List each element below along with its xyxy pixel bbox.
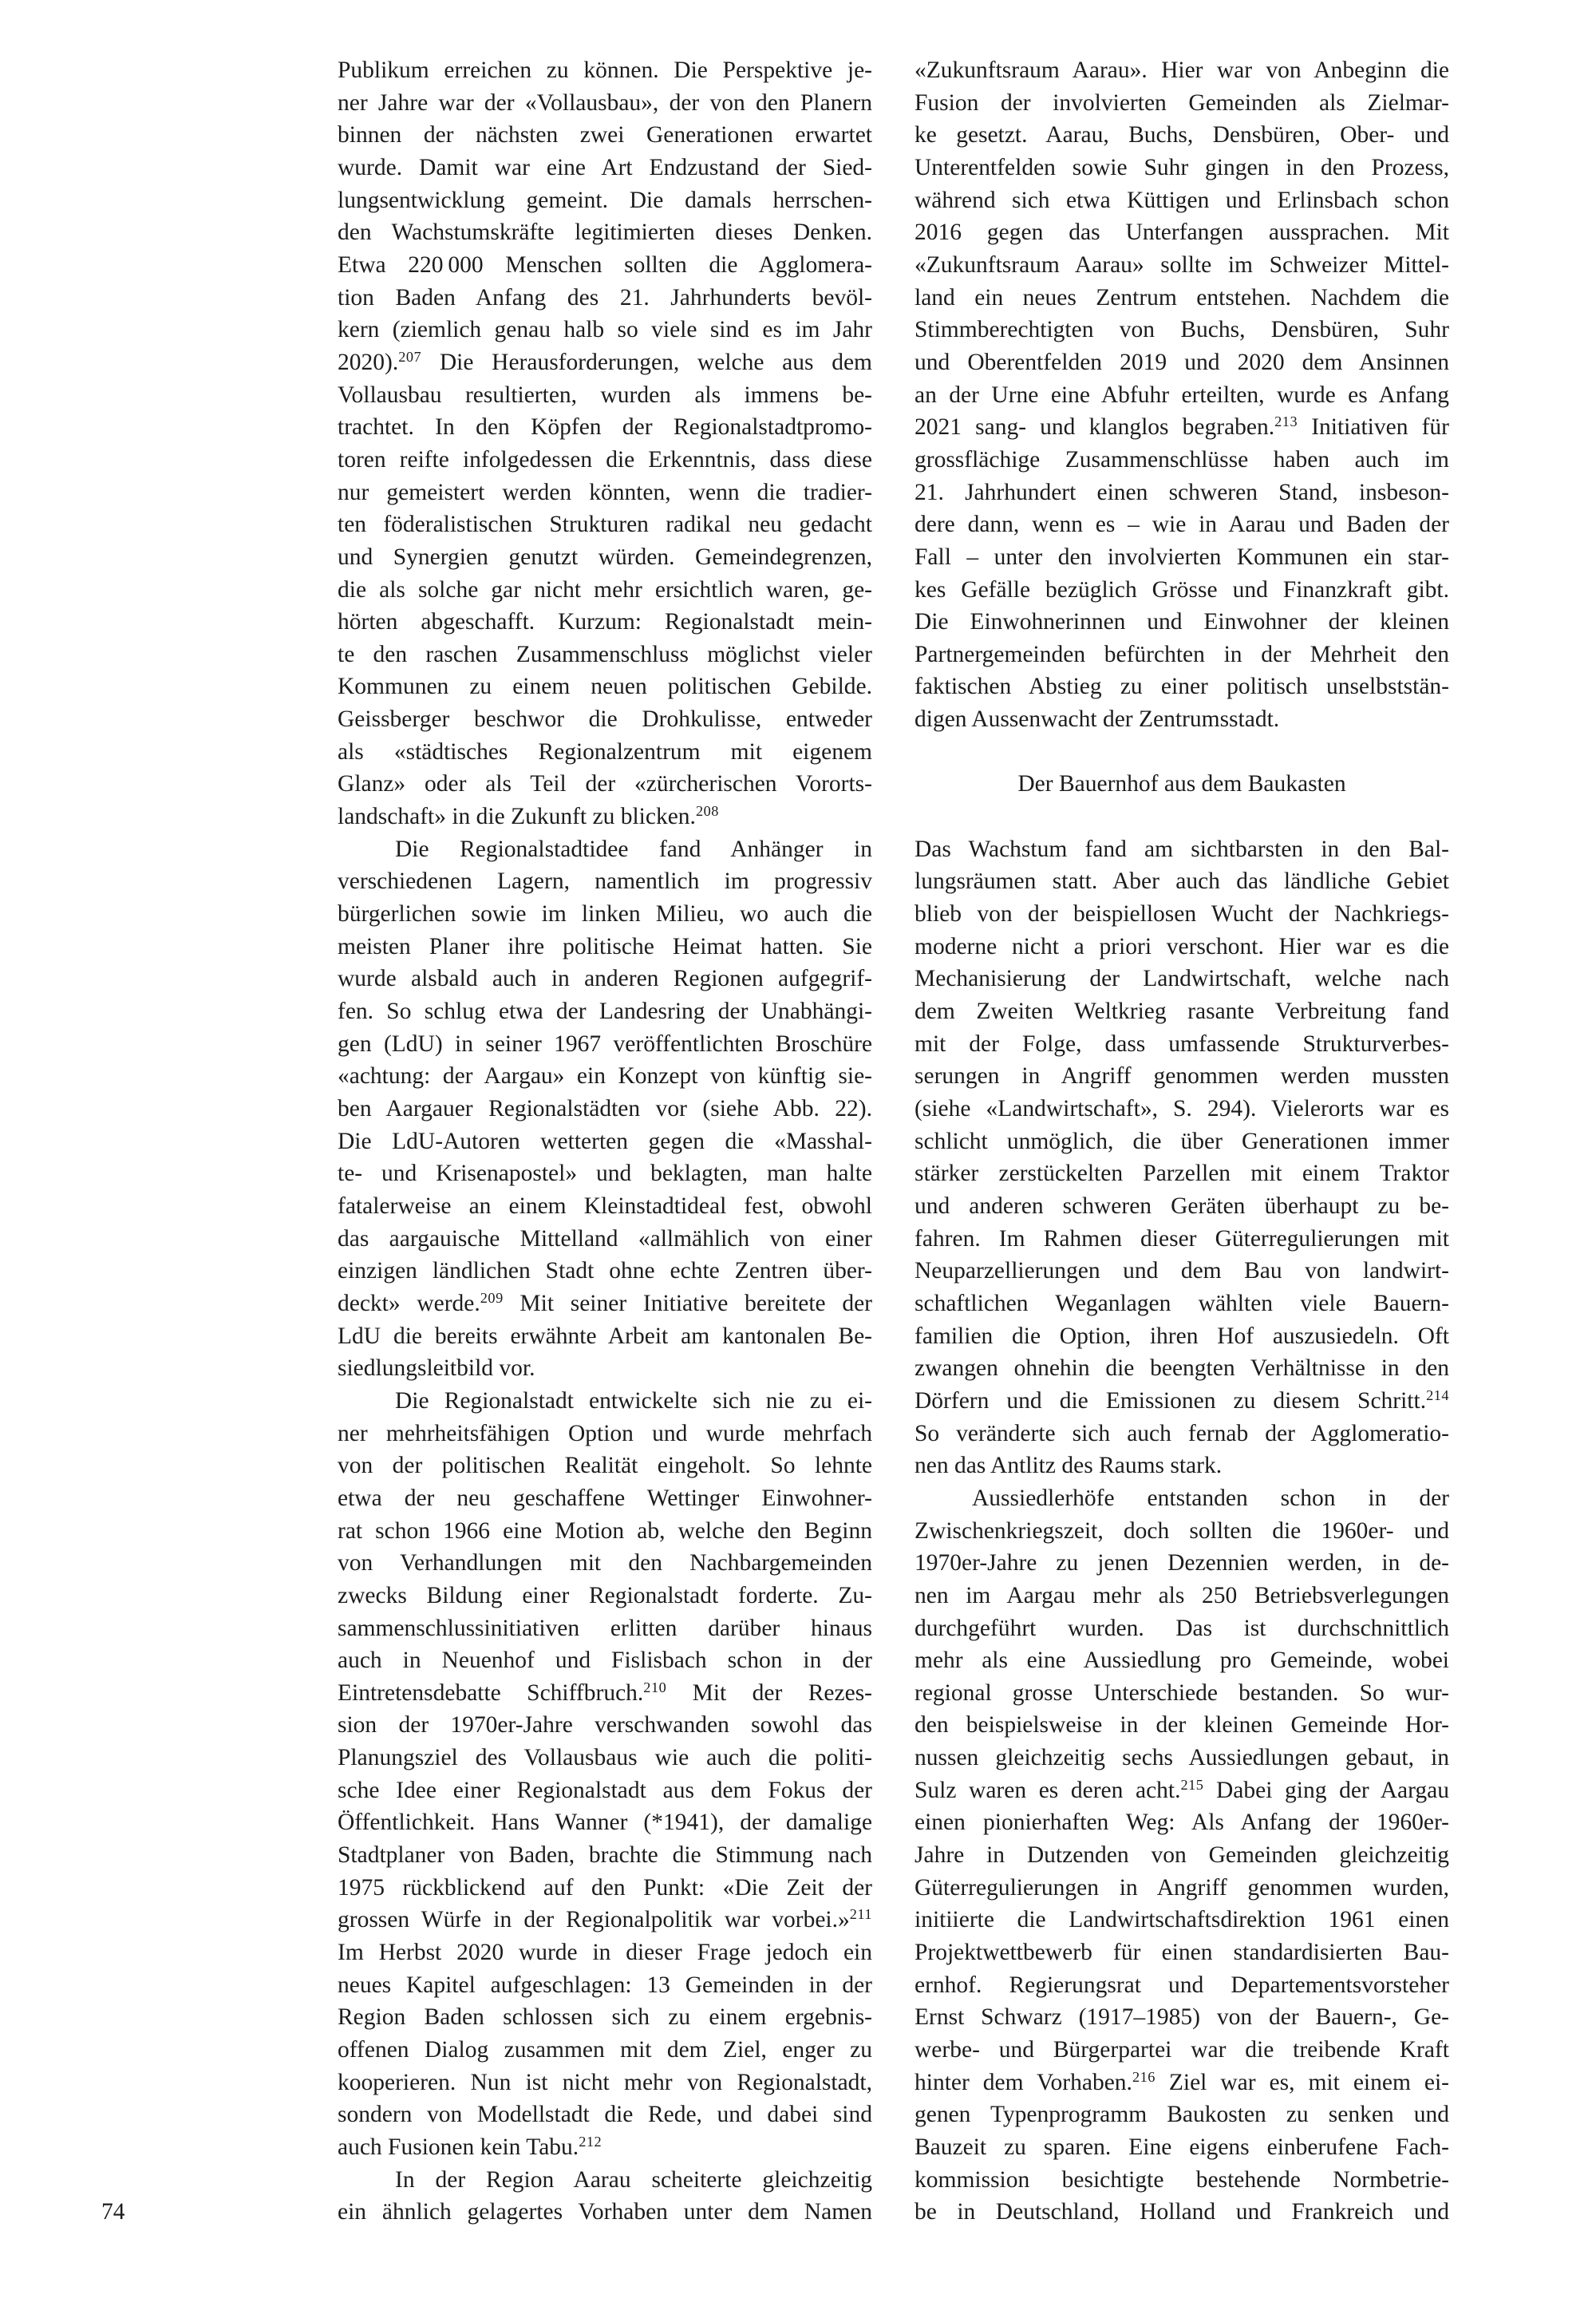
text-line: Fusion der involvierten Gemeinden als Zielmar- xyxy=(915,89,1449,116)
text-line: blieb von der beispiellosen Wucht der Nachkriegs- xyxy=(915,901,1449,928)
footnote-reference: 209 xyxy=(480,1289,504,1306)
text-line: nen das Antlitz des Raums stark. xyxy=(915,1453,1223,1479)
text-line: wurde. Damit war eine Art Endzustand der Sied- xyxy=(338,154,872,180)
text-line: 1975 rückblickend auf den Punkt: «Die Zeit der xyxy=(338,1874,872,1901)
text-line: ben Aargauer Regionalstädten vor (siehe Abb. 22). xyxy=(338,1096,872,1121)
text-line: Die Regionalstadt entwickelte sich nie zu ei- xyxy=(395,1387,872,1414)
text-line: initiierte die Landwirtschaftsdirektion 1961 einen xyxy=(915,1907,1449,1933)
text-line: gen (LdU) in seiner 1967 veröffentlichten Broschüre xyxy=(338,1030,872,1057)
text-line: Zwischenkriegszeit, doch sollten die 1960er- und xyxy=(915,1517,1449,1544)
text-line: Planungsziel des Vollausbaus wie auch die politi- xyxy=(338,1745,872,1771)
text-line: Stadtplaner von Baden, brachte die Stimmung nach xyxy=(338,1842,872,1869)
text-line: kern (ziemlich genau halb so viele sind es im Jahr xyxy=(338,317,872,343)
footnote-reference: 213 xyxy=(1274,413,1298,430)
text-line: ein ähnlich gelagertes Vorhaben unter dem Namen xyxy=(338,2199,872,2225)
text-line: serungen in Angriff genommen werden mussten xyxy=(915,1063,1449,1090)
text-line: hinter dem Vorhaben.$^{216}$ Ziel war es, mit einem ei- xyxy=(915,2068,1449,2095)
text-line: von der politischen Realität eingeholt. So lehnte xyxy=(338,1453,872,1479)
text-line: einzigen ländlichen Stadt ohne echte Zentren über- xyxy=(338,1258,872,1284)
text-line: Aussiedlerhöfe entstanden schon in der xyxy=(972,1485,1449,1511)
text-line: genen Typenprogramm Baukosten zu senken und xyxy=(915,2102,1449,2128)
text-line: bürgerlichen sowie im linken Milieu, wo auch die xyxy=(338,901,872,928)
text-line: kes Gefälle bezüglich Grösse und Finanzkraft gibt. xyxy=(915,576,1449,603)
text-line: zwangen ohnehin die beengten Verhältnisse in den xyxy=(915,1355,1449,1382)
text-line: nen im Aargau mehr als 250 Betriebsverlegungen xyxy=(915,1582,1449,1608)
text-line: trachtet. In den Köpfen der Regionalstadtpromo- xyxy=(338,414,872,441)
text-line: Etwa 220 000 Menschen sollten die Agglomera- xyxy=(338,251,872,278)
text-line: binnen der nächsten zwei Generationen erwartet xyxy=(338,122,872,148)
text-line: etwa der neu geschaffene Wettinger Einwohner- xyxy=(338,1485,872,1511)
text-line: Vollausbau resultierten, wurden als immens be- xyxy=(338,382,872,408)
text-line: land ein neues Zentrum entstehen. Nachdem die xyxy=(915,284,1449,311)
blank-line xyxy=(915,801,1449,833)
text-line: ernhof. Regierungsrat und Departementsvorsteher xyxy=(915,1972,1449,1998)
text-line: Partnergemeinden befürchten in der Mehrheit den xyxy=(915,641,1449,667)
text-line: das aargauische Mittelland «allmählich von einer xyxy=(338,1225,872,1252)
footnote-reference: 212 xyxy=(579,2133,602,2150)
footnote-reference: 208 xyxy=(695,803,719,820)
text-line: fen. So schlug etwa der Landesring der Unabhängi- xyxy=(338,999,872,1025)
text-line: kommission besichtigte bestehende Normbetrie- xyxy=(915,2166,1449,2193)
text-line: und anderen schweren Geräten überhaupt zu be- xyxy=(915,1193,1449,1219)
text-line: ner Jahre war der «Vollausbau», der von den Planern xyxy=(338,89,872,116)
text-line: einen pionierhaften Weg: Als Anfang der 1960er- xyxy=(915,1810,1449,1836)
text-line: landschaft» in die Zukunft zu blicken.$^{208}$ xyxy=(338,803,719,830)
text-line: fahren. Im Rahmen dieser Güterregulierungen mit xyxy=(915,1225,1449,1252)
text-line: nur gemeistert werden könnten, wenn die tradier- xyxy=(338,479,872,505)
text-line: als «städtisches Regionalzentrum mit eigenem xyxy=(338,738,872,765)
text-line: und Oberentfelden 2019 und 2020 dem Ansinnen xyxy=(915,349,1449,375)
footnote-reference: 214 xyxy=(1426,1386,1449,1403)
text-line: auch Fusionen kein Tabu.$^{212}$ xyxy=(338,2133,602,2160)
text-line: neues Kapitel aufgeschlagen: 13 Gemeinden in der xyxy=(338,1972,872,1998)
text-line: te- und Krisenapostel» und beklagten, man halte xyxy=(338,1161,872,1187)
text-line: ten föderalistischen Strukturen radikal neu gedacht xyxy=(338,512,872,538)
text-line: faktischen Abstieg zu einer politisch unselbststän- xyxy=(915,674,1449,700)
text-line: Mechanisierung der Landwirtschaft, welche nach xyxy=(915,966,1449,992)
text-line: Die LdU-Autoren wetterten gegen die «Masshal- xyxy=(338,1128,872,1154)
text-line: 2021 sang- und klanglos begraben.$^{213}$ Initiativen für xyxy=(915,413,1449,441)
text-line: sche Idee einer Regionalstadt aus dem Fokus der xyxy=(338,1777,872,1803)
text-line: Publikum erreichen zu können. Die Perspektive je- xyxy=(338,57,872,83)
text-line: fatalerweise an einem Kleinstadtideal fest, obwohl xyxy=(338,1193,872,1219)
text-line: Dörfern und die Emissionen zu diesem Schritt.$^{214}$ xyxy=(915,1386,1449,1414)
text-line: be in Deutschland, Holland und Frankreich und xyxy=(915,2199,1449,2225)
text-line: Öffentlichkeit. Hans Wanner (*1941), der damalige xyxy=(338,1810,872,1836)
section-heading: Der Bauernhof aus dem Baukasten xyxy=(1017,771,1346,797)
text-line: (siehe «Landwirtschaft», S. 294). Vielerorts war es xyxy=(915,1096,1449,1121)
footnote-reference: 216 xyxy=(1132,2068,1156,2085)
text-line: Güterregulierungen in Angriff genommen wurden, xyxy=(915,1874,1449,1901)
text-line: tion Baden Anfang des 21. Jahrhunderts bevöl- xyxy=(338,284,872,311)
text-line: mehr als eine Aussiedlung pro Gemeinde, wobei xyxy=(915,1648,1449,1674)
text-line: Sulz waren es deren acht.$^{215}$ Dabei ging der Aargau xyxy=(915,1776,1449,1803)
text-line: So veränderte sich auch fernab der Agglomeratio- xyxy=(915,1420,1449,1446)
text-line: 2020).$^{207}$ Die Herausforderungen, welche aus dem xyxy=(338,348,872,375)
text-line: familien die Option, ihren Hof auszusiedeln. Oft xyxy=(915,1323,1449,1349)
text-line: Die Regionalstadtidee fand Anhänger in xyxy=(395,836,872,862)
text-line: rat schon 1966 eine Motion ab, welche den Beginn xyxy=(338,1517,872,1544)
text-line: dem Zweiten Weltkrieg rasante Verbreitung fand xyxy=(915,999,1449,1025)
page-number: 74 xyxy=(101,2199,125,2225)
text-line: regional grosse Unterschiede bestanden. So wur- xyxy=(915,1679,1449,1706)
text-line: Im Herbst 2020 wurde in dieser Frage jedoch ein xyxy=(338,1940,872,1966)
text-line: LdU die bereits erwähnte Arbeit am kantonalen Be- xyxy=(338,1323,872,1349)
text-line: grossen Würfe in der Regionalpolitik war vorbei.»$^{211}$ xyxy=(338,1906,872,1933)
text-line: sondern von Modellstadt die Rede, und dabei sind xyxy=(338,2102,872,2128)
text-line: deckt» werde.$^{209}$ Mit seiner Initiative bereitete der xyxy=(338,1289,872,1316)
text-line: von Verhandlungen mit den Nachbargemeinden xyxy=(338,1550,872,1576)
footnote-reference: 210 xyxy=(643,1679,667,1695)
text-line: 2016 gegen das Unterfangen aussprachen. Mit xyxy=(915,220,1449,246)
text-line: moderne nicht a priori verschont. Hier war es die xyxy=(915,933,1449,959)
text-line: «Zukunftsraum Aarau». Hier war von Anbeginn die xyxy=(915,57,1449,83)
text-line: schaftlichen Weganlagen wählten viele Bauern- xyxy=(915,1290,1449,1316)
text-line: Stimmberechtigten von Buchs, Densbüren, Suhr xyxy=(915,317,1449,343)
footnote-reference: 215 xyxy=(1180,1776,1204,1793)
text-line: Kommunen zu einem neuen politischen Gebilde. xyxy=(338,674,872,700)
text-line: «achtung: der Aargau» ein Konzept von künftig sie- xyxy=(338,1063,872,1090)
text-line: kooperieren. Nun ist nicht mehr von Regionalstadt, xyxy=(338,2069,872,2095)
text-line: te den raschen Zusammenschluss möglichst vieler xyxy=(338,641,872,667)
text-line: meisten Planer ihre politische Heimat hatten. Sie xyxy=(338,933,872,959)
text-column-left xyxy=(338,54,872,2229)
text-line: In der Region Aarau scheiterte gleichzeitig xyxy=(395,2166,872,2193)
text-line: grossflächige Zusammenschlüsse haben auch im xyxy=(915,446,1449,473)
text-line: Ernst Schwarz (1917–1985) von der Bauern-, Ge- xyxy=(915,2004,1449,2031)
text-line: hörten abgeschafft. Kurzum: Regionalstadt mein- xyxy=(338,609,872,635)
text-line: Projektwettbewerb für einen standardisierten Bau- xyxy=(915,1940,1449,1966)
text-line: den beispielsweise in der kleinen Gemeinde Hor- xyxy=(915,1712,1449,1739)
text-line: und Synergien genutzt würden. Gemeindegrenzen, xyxy=(338,544,872,570)
text-line: zwecks Bildung einer Regionalstadt forderte. Zu- xyxy=(338,1582,872,1608)
text-line: ner mehrheitsfähigen Option und wurde mehrfach xyxy=(338,1420,872,1446)
text-line: Bauzeit zu sparen. Eine eigens einberufene Fach- xyxy=(915,2134,1449,2160)
text-line: digen Aussenwacht der Zentrumsstadt. xyxy=(915,706,1280,733)
text-line: siedlungsleitbild vor. xyxy=(338,1355,535,1382)
text-line: lungsräumen statt. Aber auch das ländliche Gebiet xyxy=(915,868,1449,895)
text-line: toren reifte infolgedessen die Erkenntnis, dass diese xyxy=(338,446,872,473)
text-line: verschiedenen Lagern, namentlich im progressiv xyxy=(338,868,872,895)
text-line: auch in Neuenhof und Fislisbach schon in der xyxy=(338,1648,872,1674)
text-line: den Wachstumskräfte legitimierten dieses Denken. xyxy=(338,220,872,246)
text-line: Die Einwohnerinnen und Einwohner der kleinen xyxy=(915,609,1449,635)
text-line: werbe- und Bürgerpartei war die treibende Kraft xyxy=(915,2037,1449,2063)
text-line: Region Baden schlossen sich zu einem ergebnis- xyxy=(338,2004,872,2031)
text-line: Geissberger beschwor die Drohkulisse, entweder xyxy=(338,706,872,733)
text-line: an der Urne eine Abfuhr erteilten, wurde es Anfang xyxy=(915,382,1449,408)
text-line: die als solche gar nicht mehr ersichtlich waren, ge- xyxy=(338,576,872,603)
text-line: lungsentwicklung gemeint. Die damals herrschen- xyxy=(338,187,872,213)
text-line: sion der 1970er-Jahre verschwanden sowohl das xyxy=(338,1712,872,1739)
text-line: stärker zerstückelten Parzellen mit einem Traktor xyxy=(915,1161,1449,1187)
text-line: «Zukunftsraum Aarau» sollte im Schweizer Mittel- xyxy=(915,251,1449,278)
text-column-right xyxy=(915,54,1449,2229)
blank-line xyxy=(915,736,1449,769)
text-line: offenen Dialog zusammen mit dem Ziel, enger zu xyxy=(338,2037,872,2063)
text-line: wurde alsbald auch in anderen Regionen aufgegrif- xyxy=(338,966,872,992)
text-line: Jahre in Dutzenden von Gemeinden gleichzeitig xyxy=(915,1842,1449,1869)
text-line: ke gesetzt. Aarau, Buchs, Densbüren, Ober- und xyxy=(915,122,1449,148)
text-line: sammenschlussinitiativen erlitten darüber hinaus xyxy=(338,1615,872,1641)
footnote-reference: 211 xyxy=(849,1906,872,1923)
text-line: durchgeführt wurden. Das ist durchschnittlich xyxy=(915,1615,1449,1641)
text-line: während sich etwa Küttigen und Erlinsbach schon xyxy=(915,187,1449,213)
text-line: mit der Folge, dass umfassende Strukturverbes- xyxy=(915,1030,1449,1057)
text-line: Unterentfelden sowie Suhr gingen in den Prozess, xyxy=(915,154,1449,180)
text-line: 21. Jahrhundert einen schweren Stand, insbeson- xyxy=(915,479,1449,505)
text-line: Das Wachstum fand am sichtbarsten in den Bal- xyxy=(915,836,1449,862)
text-line: Glanz» oder als Teil der «zürcherischen Vororts- xyxy=(338,771,872,797)
text-line: Fall – unter den involvierten Kommunen ein star- xyxy=(915,544,1449,570)
text-line: Neuparzellierungen und dem Bau von landwirt- xyxy=(915,1258,1449,1284)
text-line: schlicht unmöglich, die über Generationen immer xyxy=(915,1128,1449,1154)
footnote-reference: 207 xyxy=(398,348,422,365)
text-line: Eintretensdebatte Schiffbruch.$^{210}$ Mit der Rezes- xyxy=(338,1679,872,1706)
text-line: dere dann, wenn es – wie in Aarau und Baden der xyxy=(915,512,1449,538)
text-line: nussen gleichzeitig sechs Aussiedlungen gebaut, in xyxy=(915,1745,1449,1771)
text-line: 1970er-Jahre zu jenen Dezennien werden, in de- xyxy=(915,1550,1449,1576)
